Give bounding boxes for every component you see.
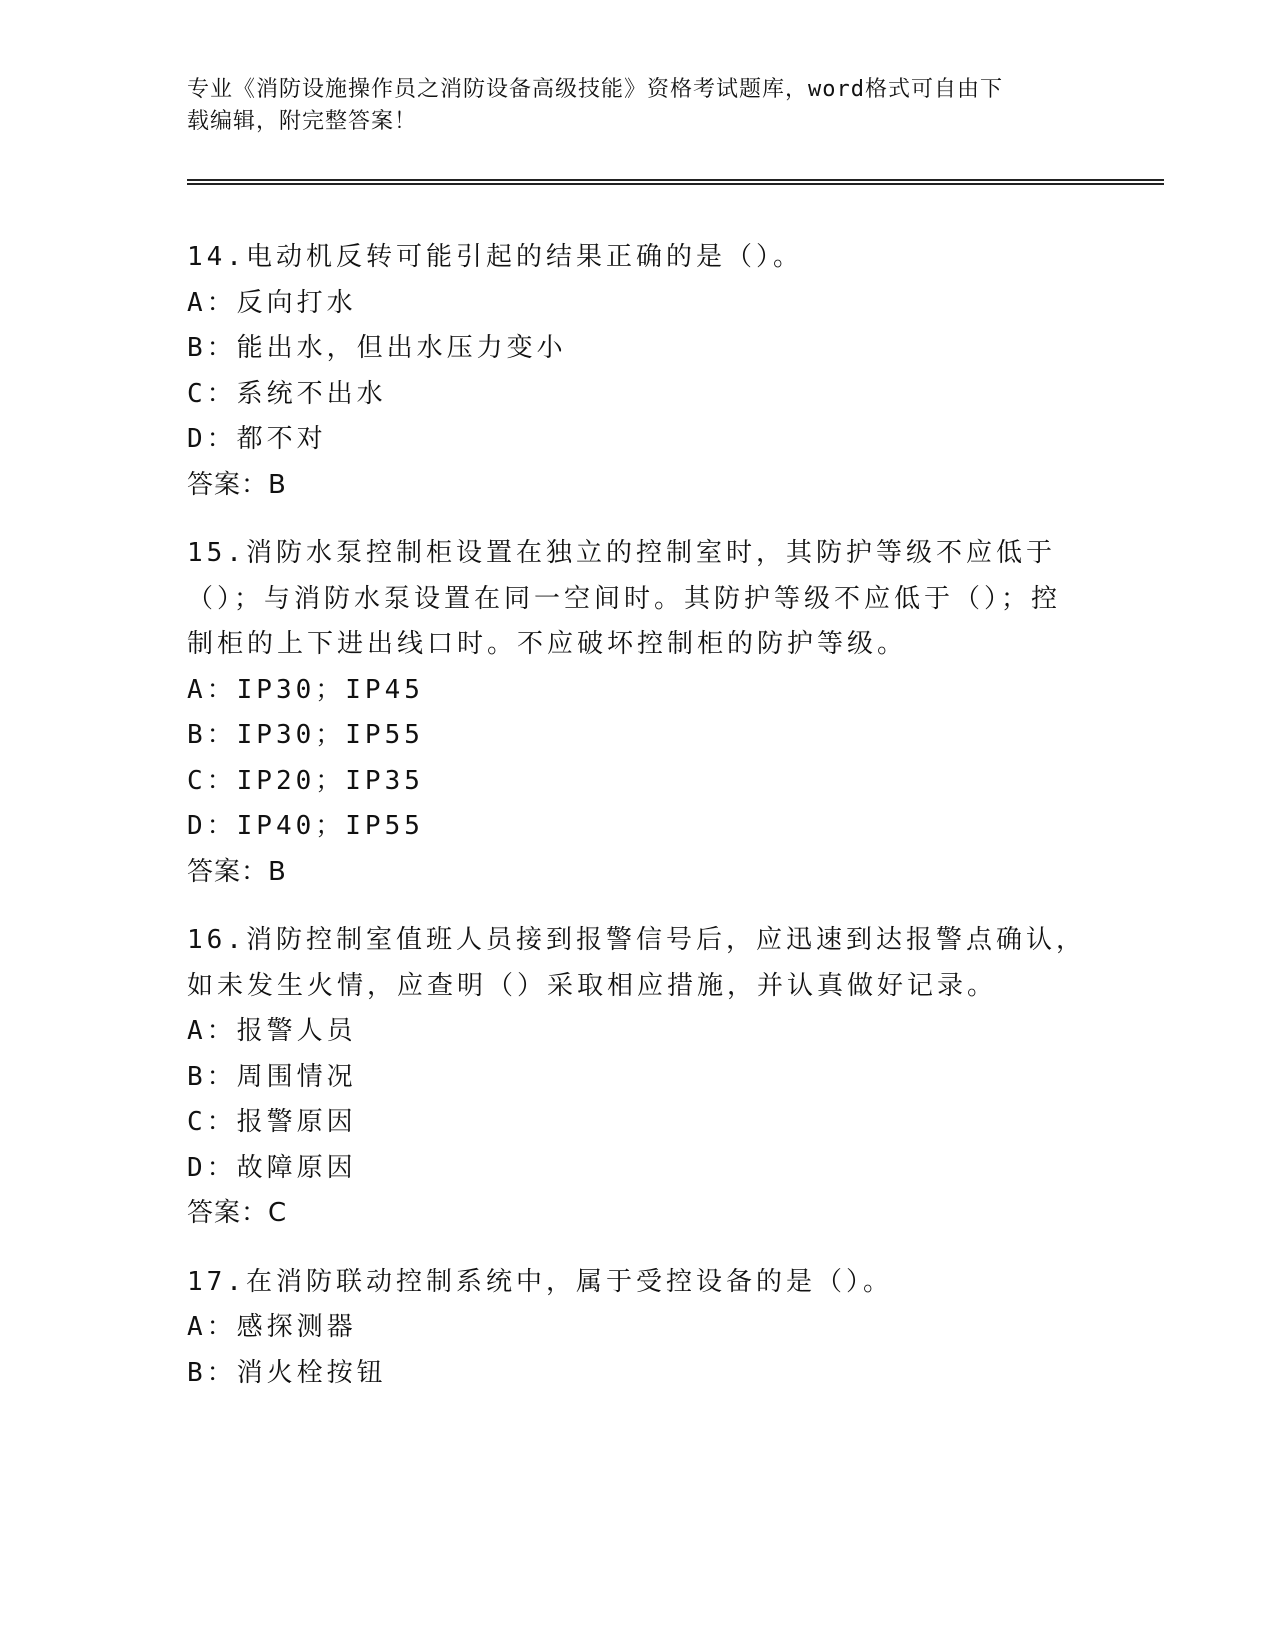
option-d: D：IP40；IP55: [187, 811, 424, 841]
option-b: B：消火栓按钮: [187, 1357, 387, 1388]
question-stem: 14.电动机反转可能引起的结果正确的是（）。: [187, 242, 803, 272]
question-stem: 17.在消防联动控制系统中，属于受控设备的是（）。: [187, 1266, 893, 1297]
option-b: B：周围情况: [187, 1061, 357, 1092]
option-d: D：故障原因: [187, 1152, 357, 1183]
option-a: A：感探测器: [187, 1312, 357, 1342]
question-15: [187, 531, 1087, 895]
option-d: D：都不对: [187, 424, 327, 454]
answer: 答案：B: [187, 469, 287, 500]
option-b: B：IP30；IP55: [187, 720, 424, 750]
question-14: [187, 235, 1087, 508]
option-c: C：系统不出水: [187, 378, 387, 409]
header-divider: [187, 179, 1164, 185]
question-stem: 15.消防水泵控制柜设置在独立的控制室时，其防护等级不应低于（）；与消防水泵设置在同一空间时。其防护等级不应低于（）；控制柜的上下进出线口时。不应破坏控制柜的防护等级。: [187, 538, 1062, 659]
question-stem: 16.消防控制室值班人员接到报警信号后，应迅速到达报警点确认，如未发生火情，应查明（）采取相应措施，并认真做好记录。: [187, 925, 1086, 1001]
question-17: [187, 1260, 1087, 1397]
header-line-2: 载编辑，附完整答案！: [187, 109, 418, 134]
header-line-1: 专业《消防设施操作员之消防设备高级技能》资格考试题库，word格式可自由下: [187, 77, 1003, 102]
answer: 答案：B: [187, 856, 287, 887]
question-list: [187, 235, 1087, 1419]
option-a: A：反向打水: [187, 287, 357, 318]
question-16: [187, 918, 1087, 1237]
option-c: C：IP20；IP35: [187, 765, 424, 796]
answer: 答案：C: [187, 1198, 288, 1228]
document-header: [187, 74, 1067, 138]
option-a: A：报警人员: [187, 1016, 357, 1046]
option-a: A：IP30；IP45: [187, 674, 424, 705]
option-b: B：能出水，但出水压力变小: [187, 333, 567, 363]
option-c: C：报警原因: [187, 1107, 357, 1137]
